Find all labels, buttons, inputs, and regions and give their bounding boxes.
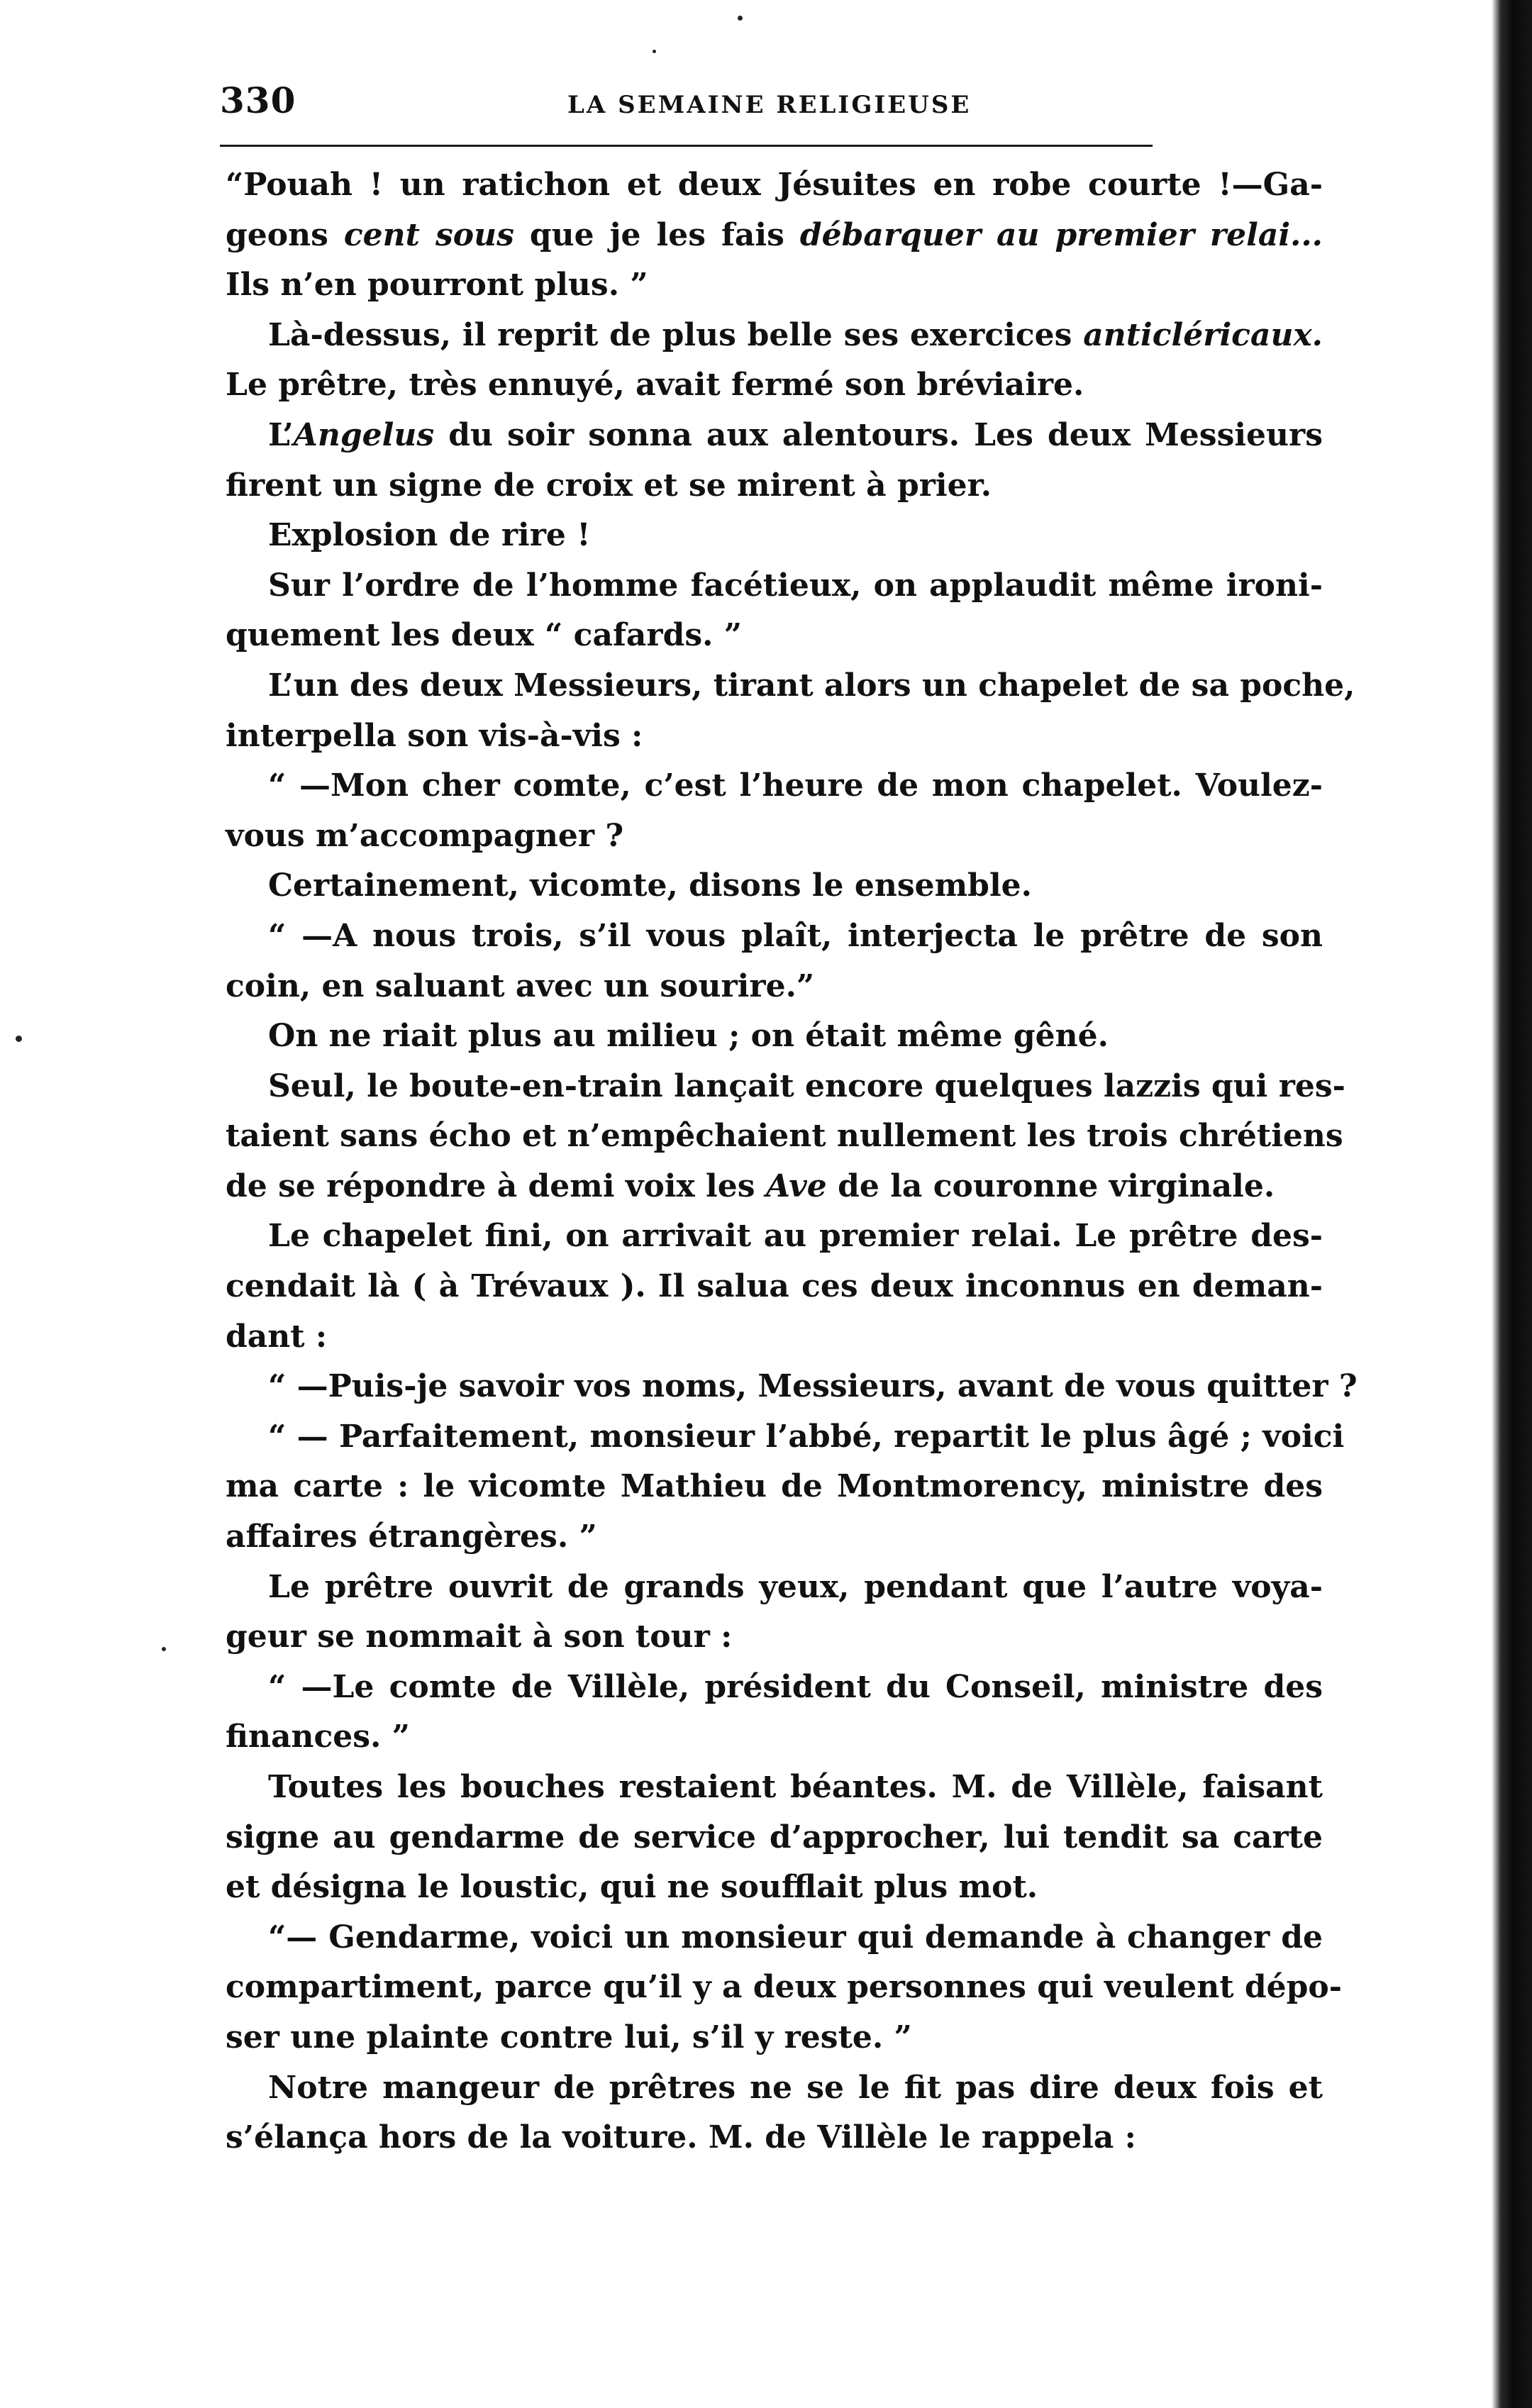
page-number: 330 — [220, 79, 296, 121]
text-line — [226, 1712, 1323, 1763]
text-line — [226, 1362, 1358, 1412]
text-segment: Toutes les bouches restaient béantes. M. de Villèle, faisant — [268, 1769, 1323, 1805]
text-segment: “ —A nous trois, s’il vous plaît, interjecta le prêtre de son — [268, 917, 1323, 954]
text-segment: de se répondre à demi voix les — [226, 1167, 766, 1204]
italic-text: débarquer au premier relai... — [799, 216, 1323, 253]
text-line — [226, 611, 1323, 661]
text-line — [226, 1913, 1323, 1963]
text-line — [226, 1663, 1323, 1713]
text-segment: On ne riait plus au milieu ; on était même gêné. — [268, 1018, 1109, 1055]
text-line — [226, 2013, 1323, 2063]
text-line — [226, 1863, 1323, 1913]
text-line — [226, 1111, 1343, 1162]
text-segment: L’un des deux Messieurs, tirant alors un chapelet de sa poche, — [268, 667, 1355, 704]
italic-text: anticléricaux. — [1083, 316, 1323, 353]
text-line — [226, 260, 1323, 311]
header-rule — [220, 145, 1153, 147]
text-line — [226, 1763, 1323, 1813]
text-line — [226, 2063, 1323, 2114]
text-segment: “ — Parfaitement, monsieur l’abbé, repartit le plus âgé ; voici — [268, 1418, 1345, 1455]
text-segment: Le chapelet fini, on arrivait au premier relai. Le prêtre des- — [268, 1218, 1323, 1255]
text-line — [226, 761, 1323, 811]
text-segment: de la couronne virginale. — [826, 1167, 1275, 1204]
text-line — [226, 461, 1323, 511]
text-line — [226, 1062, 1345, 1112]
text-segment: quement les deux “ cafards. ” — [226, 617, 743, 654]
text-segment: Explosion de rire ! — [268, 517, 591, 554]
italic-text: Ave — [765, 1167, 827, 1204]
text-line — [226, 711, 1323, 762]
text-segment: taient sans écho et n’empêchaient nullement les trois chrétiens — [226, 1118, 1343, 1155]
text-segment: affaires étrangères. ” — [226, 1519, 597, 1555]
text-line — [226, 1262, 1323, 1312]
print-speck — [653, 50, 656, 53]
text-segment: “ —Mon cher comte, c’est l’heure de mon chapelet. Voulez- — [268, 767, 1323, 804]
text-line — [226, 962, 1323, 1012]
text-segment: geur se nommait à son tour : — [226, 1619, 733, 1655]
print-speck — [738, 16, 743, 21]
text-segment: ser une plainte contre lui, s’il y reste. ” — [226, 2019, 912, 2055]
text-segment: s’élança hors de la voiture. M. de Villèle le rappela : — [226, 2119, 1136, 2156]
text-line — [226, 1011, 1323, 1062]
text-segment: Ils n’en pourront plus. ” — [226, 267, 648, 304]
text-line — [226, 511, 1323, 561]
italic-text: Angelus — [293, 416, 435, 453]
text-line — [226, 1963, 1343, 2013]
text-line — [226, 1563, 1323, 1613]
text-segment: que je les fais — [514, 216, 800, 253]
text-line — [226, 160, 1323, 211]
print-speck — [162, 1647, 166, 1651]
text-segment: ma carte : le vicomte Mathieu de Montmorency, ministre des — [226, 1468, 1323, 1505]
text-line — [226, 360, 1323, 411]
text-segment: cendait là ( à Trévaux ). Il salua ces deux inconnus en deman- — [226, 1268, 1323, 1305]
text-line — [226, 1162, 1323, 1212]
book-binding-edge — [1467, 0, 1532, 2408]
text-segment: compartiment, parce qu’il y a deux personnes qui veulent dépo- — [226, 1969, 1343, 2006]
text-segment: signe au gendarme de service d’approcher, lui tendit sa carte — [226, 1819, 1323, 1855]
text-segment: firent un signe de croix et se mirent à prier. — [226, 467, 992, 504]
text-segment: geons — [226, 216, 344, 253]
text-segment: Notre mangeur de prêtres ne se le fit pas dire deux fois et — [268, 2069, 1323, 2106]
text-line — [226, 1612, 1323, 1663]
text-segment: “Pouah ! un ratichon et deux Jésuites en robe courte !—Ga- — [226, 167, 1323, 203]
italic-text: cent sous — [343, 216, 514, 253]
text-segment: Seul, le boute-en-train lançait encore quelques lazzis qui res- — [268, 1067, 1345, 1104]
text-segment: dant : — [226, 1318, 328, 1355]
text-line — [226, 2113, 1323, 2163]
text-segment: “ —Le comte de Villèle, président du Conseil, ministre des — [268, 1668, 1323, 1705]
text-line — [226, 411, 1323, 461]
text-segment: finances. ” — [226, 1719, 410, 1755]
text-segment: “— Gendarme, voici un monsieur qui demande à changer de — [268, 1919, 1323, 1955]
text-segment: Sur l’ordre de l’homme facétieux, on applaudit même ironi- — [268, 567, 1323, 604]
text-line — [226, 1312, 1323, 1363]
text-segment: interpella son vis-à-vis : — [226, 717, 643, 754]
text-segment: L’ — [268, 416, 294, 453]
running-title: LA SEMAINE RELIGIEUSE — [567, 91, 972, 119]
text-line — [226, 911, 1323, 962]
text-segment: Là-dessus, il reprit de plus belle ses exercices — [268, 316, 1084, 353]
text-line — [226, 1211, 1323, 1262]
print-speck — [16, 1036, 22, 1042]
text-line — [226, 661, 1355, 711]
text-segment: Le prêtre ouvrit de grands yeux, pendant que l’autre voya- — [268, 1568, 1323, 1605]
text-segment: du soir sonna aux alentours. Les deux Messieurs — [434, 416, 1323, 453]
text-segment: “ —Puis-je savoir vos noms, Messieurs, avant de vous quitter ? — [268, 1368, 1358, 1405]
text-line — [226, 1813, 1323, 1863]
text-line — [226, 1512, 1323, 1563]
text-line — [226, 311, 1323, 361]
text-segment: Le prêtre, très ennuyé, avait fermé son bréviaire. — [226, 367, 1084, 404]
text-line — [226, 861, 1323, 911]
text-line — [226, 561, 1323, 611]
text-segment: Certainement, vicomte, disons le ensemble. — [268, 867, 1032, 904]
text-line — [226, 1412, 1345, 1463]
text-segment: vous m’accompagner ? — [226, 817, 624, 854]
page-body — [226, 160, 1358, 2163]
text-line — [226, 811, 1323, 862]
text-line — [226, 1462, 1323, 1512]
text-segment: coin, en saluant avec un sourire.” — [226, 967, 815, 1004]
text-line — [226, 211, 1323, 261]
text-segment: et désigna le loustic, qui ne soufflait plus mot. — [226, 1869, 1038, 1906]
